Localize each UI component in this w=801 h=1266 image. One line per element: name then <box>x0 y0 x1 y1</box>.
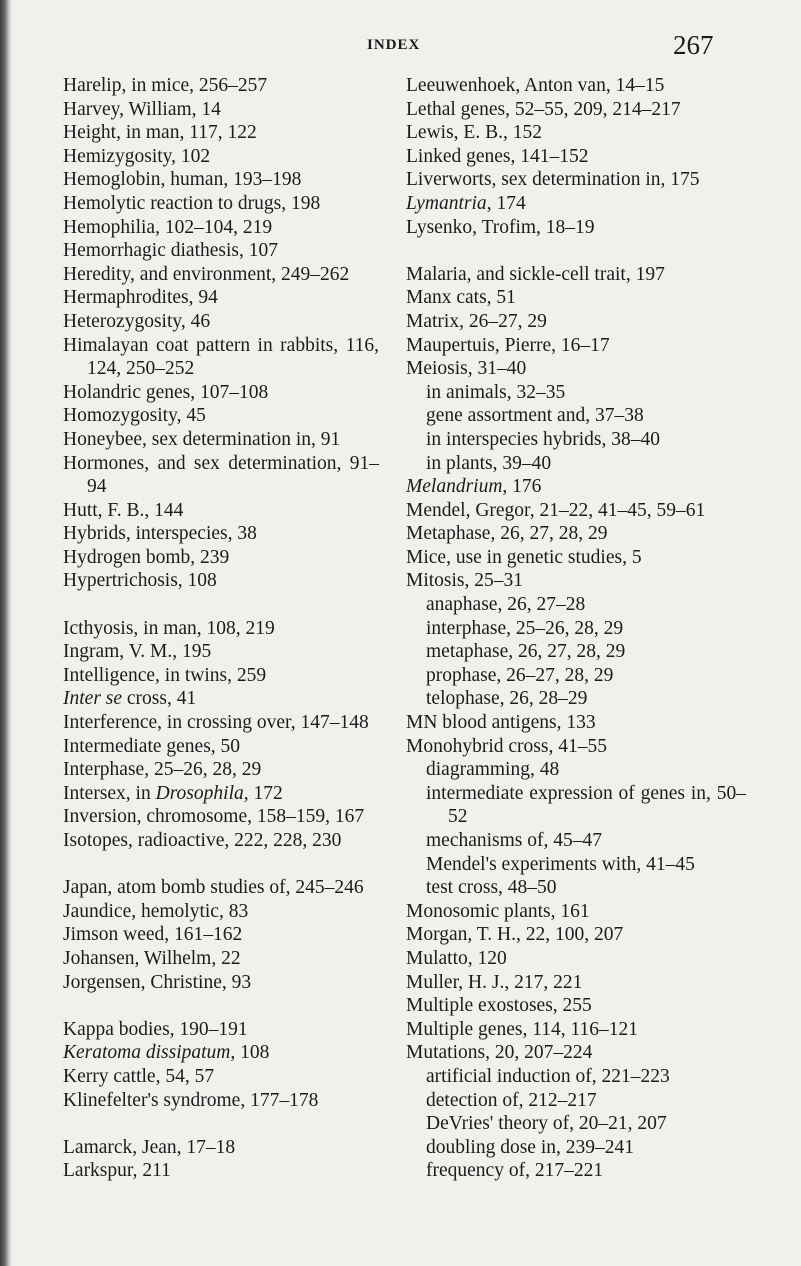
entry-text: Kerry cattle, 54, 57 <box>63 1065 215 1087</box>
entry-text: DeVries' theory of, 20–21, 207 <box>426 1113 667 1135</box>
entry-text: Hutt, F. B., 144 <box>63 499 184 521</box>
index-entry <box>406 711 746 735</box>
running-head: INDEX <box>367 37 421 53</box>
entry-text: Interphase, 25–26, 28, 29 <box>63 759 262 781</box>
index-subentry <box>406 758 746 782</box>
index-entry <box>63 971 379 995</box>
entry-text: Jimson weed, 161–162 <box>63 924 243 946</box>
entry-text: intermediate expression of genes in, 50–52 <box>426 782 746 828</box>
page-binding-edge <box>0 0 12 1266</box>
entry-text: Muller, H. J., 217, 221 <box>406 971 583 993</box>
index-subentry <box>406 617 746 641</box>
entry-text: mechanisms of, 45–47 <box>426 830 603 851</box>
index-entry <box>406 98 746 122</box>
entry-text: Holandric genes, 107–108 <box>63 381 269 403</box>
entry-italic-term: Drosophila <box>155 782 244 804</box>
entry-text: interphase, 25–26, 28, 29 <box>426 617 624 639</box>
index-entry <box>63 569 379 593</box>
index-entry <box>406 263 746 287</box>
index-entry <box>63 310 379 334</box>
index-entry <box>63 74 379 98</box>
entry-text: Harvey, William, 14 <box>63 98 221 120</box>
entry-text: Lysenko, Trofim, 18–19 <box>406 216 595 238</box>
entry-text: test cross, 48–50 <box>426 877 557 899</box>
entry-text: Meiosis, 31–40 <box>406 358 527 380</box>
entry-text: doubling dose in, 239–241 <box>426 1136 634 1158</box>
index-entry <box>406 145 746 169</box>
entry-text: gene assortment and, 37–38 <box>426 405 644 427</box>
entry-text: Hybrids, interspecies, 38 <box>63 523 257 545</box>
index-entry <box>63 334 379 381</box>
section-gap <box>63 593 379 617</box>
index-entry <box>63 664 379 688</box>
index-subentry <box>406 1112 746 1136</box>
entry-text: Hemoglobin, human, 193–198 <box>63 169 302 191</box>
section-gap <box>63 994 379 1018</box>
entry-text: Hermaphrodites, 94 <box>63 287 218 309</box>
entry-text: Hydrogen bomb, 239 <box>63 546 230 568</box>
index-subentry <box>406 452 746 476</box>
index-entry <box>63 711 379 735</box>
entry-text: Hormones, and sex determination, 91–94 <box>63 452 379 498</box>
index-entry <box>63 876 379 900</box>
index-entry <box>63 900 379 924</box>
entry-text: telophase, 26, 28–29 <box>426 688 588 710</box>
index-entry <box>63 404 379 428</box>
section-gap <box>63 1112 379 1136</box>
entry-text: Klinefelter's syndrome, 177–178 <box>63 1089 319 1111</box>
index-column-right <box>406 74 746 1183</box>
entry-text: Mice, use in genetic studies, 5 <box>406 546 642 568</box>
index-entry <box>406 546 746 570</box>
index-column-left <box>63 74 379 1183</box>
index-entry <box>63 805 379 829</box>
index-entry <box>406 569 746 593</box>
index-entry <box>406 74 746 98</box>
entry-text: Lamarck, Jean, 17–18 <box>63 1136 236 1158</box>
index-entry <box>63 168 379 192</box>
index-subentry <box>406 640 746 664</box>
index-entry <box>63 452 379 499</box>
index-entry <box>63 546 379 570</box>
index-entry <box>63 216 379 240</box>
index-subentry <box>406 1065 746 1089</box>
index-entry <box>406 971 746 995</box>
index-subentry <box>406 782 746 829</box>
entry-text: in plants, 39–40 <box>426 452 552 474</box>
index-entry <box>63 640 379 664</box>
entry-text: Height, in man, 117, 122 <box>63 122 257 144</box>
index-subentry <box>406 1159 746 1183</box>
entry-text: Inversion, chromosome, 158–159, 167 <box>63 806 365 828</box>
page-number: 267 <box>673 30 714 60</box>
index-entry <box>63 1136 379 1160</box>
entry-text: Hemolytic reaction to drugs, 198 <box>63 192 321 214</box>
index-entry <box>63 782 379 806</box>
index-subentry <box>406 853 746 877</box>
entry-text: Honeybee, sex determination in, 91 <box>63 428 341 450</box>
index-entry <box>406 357 746 381</box>
index-subentry <box>406 829 746 853</box>
entry-text: cross, 41 <box>122 688 197 710</box>
entry-text: Morgan, T. H., 22, 100, 207 <box>406 924 624 946</box>
index-entry <box>406 216 746 240</box>
section-gap <box>406 239 746 263</box>
index-entry <box>63 617 379 641</box>
index-entry <box>63 1065 379 1089</box>
index-entry <box>406 994 746 1018</box>
entry-text: Homozygosity, 45 <box>63 405 206 427</box>
entry-text: Mendel, Gregor, 21–22, 41–45, 59–61 <box>406 499 706 521</box>
entry-text: Jorgensen, Christine, 93 <box>63 971 252 993</box>
entry-text: MN blood antigens, 133 <box>406 712 596 734</box>
entry-text: metaphase, 26, 27, 28, 29 <box>426 641 626 663</box>
entry-text: Interference, in crossing over, 147–148 <box>63 712 369 734</box>
index-entry <box>63 923 379 947</box>
entry-text: Kappa bodies, 190–191 <box>63 1018 248 1040</box>
entry-text: Heredity, and environment, 249–262 <box>63 263 350 285</box>
index-entry <box>406 310 746 334</box>
entry-text: , 172 <box>243 782 283 804</box>
index-entry <box>63 192 379 216</box>
entry-text: Malaria, and sickle-cell trait, 197 <box>406 263 665 285</box>
entry-text: , 176 <box>502 476 542 498</box>
index-subentry <box>406 381 746 405</box>
index-entry <box>406 522 746 546</box>
section-gap <box>63 853 379 877</box>
entry-text: Intermediate genes, 50 <box>63 735 241 757</box>
index-subentry <box>406 1136 746 1160</box>
entry-text: Lethal genes, 52–55, 209, 214–217 <box>406 98 681 120</box>
entry-text: Hypertrichosis, 108 <box>63 570 217 592</box>
index-subentry <box>406 876 746 900</box>
entry-text: Liverworts, sex determination in, 175 <box>406 169 700 191</box>
index-entry <box>63 522 379 546</box>
index-entry <box>406 168 746 192</box>
entry-text: diagramming, 48 <box>426 759 560 781</box>
index-entry <box>63 263 379 287</box>
entry-italic-term: Keratoma dissipatum <box>63 1042 231 1064</box>
index-entry <box>406 735 746 759</box>
index-entry <box>406 900 746 924</box>
entry-text: Icthyosis, in man, 108, 219 <box>63 617 275 639</box>
index-subentry <box>406 404 746 428</box>
index-subentry <box>406 593 746 617</box>
index-entry <box>63 286 379 310</box>
entry-text: Mulatto, 120 <box>406 947 507 969</box>
index-entry <box>406 1041 746 1065</box>
entry-text: Mendel's experiments with, 41–45 <box>426 853 695 875</box>
index-entry <box>406 923 746 947</box>
index-entry <box>63 98 379 122</box>
index-subentry <box>406 428 746 452</box>
entry-text: Lewis, E. B., 152 <box>406 122 542 144</box>
entry-text: Hemophilia, 102–104, 219 <box>63 216 273 238</box>
index-entry <box>63 1159 379 1183</box>
index-entry <box>63 829 379 853</box>
index-subentry <box>406 664 746 688</box>
entry-text: in animals, 32–35 <box>426 381 566 403</box>
entry-text: Maupertuis, Pierre, 16–17 <box>406 334 610 356</box>
entry-text: Heterozygosity, 46 <box>63 310 211 332</box>
index-entry <box>406 475 746 499</box>
entry-text: , 108 <box>230 1042 270 1064</box>
index-entry <box>63 1089 379 1113</box>
entry-text: in interspecies hybrids, 38–40 <box>426 428 660 450</box>
entry-text: Linked genes, 141–152 <box>406 145 589 167</box>
entry-text: , 174 <box>486 192 526 214</box>
index-entry <box>63 121 379 145</box>
index-entry <box>63 428 379 452</box>
entry-text: Isotopes, radioactive, 222, 228, 230 <box>63 830 342 851</box>
index-entry <box>63 145 379 169</box>
entry-text: anaphase, 26, 27–28 <box>426 594 586 616</box>
entry-text: Harelip, in mice, 256–257 <box>63 75 268 96</box>
entry-text: Johansen, Wilhelm, 22 <box>63 947 241 969</box>
entry-text: Jaundice, hemolytic, 83 <box>63 900 249 922</box>
entry-text: frequency of, 217–221 <box>426 1160 604 1182</box>
entry-text: Hemorrhagic diathesis, 107 <box>63 240 278 262</box>
entry-text: Intelligence, in twins, 259 <box>63 664 267 686</box>
index-entry <box>63 239 379 263</box>
entry-text: Metaphase, 26, 27, 28, 29 <box>406 523 608 545</box>
entry-text: Monosomic plants, 161 <box>406 900 590 922</box>
entry-italic-term: Inter se <box>63 688 123 710</box>
index-entry <box>63 735 379 759</box>
entry-text: Himalayan coat pattern in rabbits, 116, 124, 250–252 <box>63 334 379 380</box>
entry-text: Monohybrid cross, 41–55 <box>406 735 607 757</box>
index-entry <box>63 381 379 405</box>
index-entry <box>63 687 379 711</box>
entry-text: Multiple genes, 114, 116–121 <box>406 1018 638 1040</box>
index-entry <box>406 947 746 971</box>
entry-text: Japan, atom bomb studies of, 245–246 <box>63 877 364 899</box>
entry-italic-term: Lymantria <box>406 192 487 214</box>
index-entry <box>406 334 746 358</box>
entry-text: Mitosis, 25–31 <box>406 570 524 592</box>
index-entry <box>63 1018 379 1042</box>
entry-text: Hemizygosity, 102 <box>63 145 211 167</box>
entry-text: Intersex, in <box>63 782 156 804</box>
index-entry <box>406 499 746 523</box>
index-entry <box>63 1041 379 1065</box>
entry-text: artificial induction of, 221–223 <box>426 1065 670 1087</box>
entry-text: Matrix, 26–27, 29 <box>406 310 547 332</box>
entry-text: Ingram, V. M., 195 <box>63 641 212 663</box>
index-entry <box>406 192 746 216</box>
entry-text: Mutations, 20, 207–224 <box>406 1042 593 1064</box>
entry-text: Larkspur, 211 <box>63 1160 171 1182</box>
index-entry <box>63 758 379 782</box>
entry-text: prophase, 26–27, 28, 29 <box>426 664 614 686</box>
index-entry <box>406 1018 746 1042</box>
index-subentry <box>406 1089 746 1113</box>
index-entry <box>406 286 746 310</box>
entry-italic-term: Melandrium <box>406 476 503 498</box>
entry-text: Leeuwenhoek, Anton van, 14–15 <box>406 75 665 96</box>
entry-text: detection of, 212–217 <box>426 1089 597 1111</box>
index-entry <box>63 499 379 523</box>
entry-text: Manx cats, 51 <box>406 287 516 309</box>
index-entry <box>63 947 379 971</box>
entry-text: Multiple exostoses, 255 <box>406 995 592 1017</box>
index-subentry <box>406 687 746 711</box>
index-entry <box>406 121 746 145</box>
